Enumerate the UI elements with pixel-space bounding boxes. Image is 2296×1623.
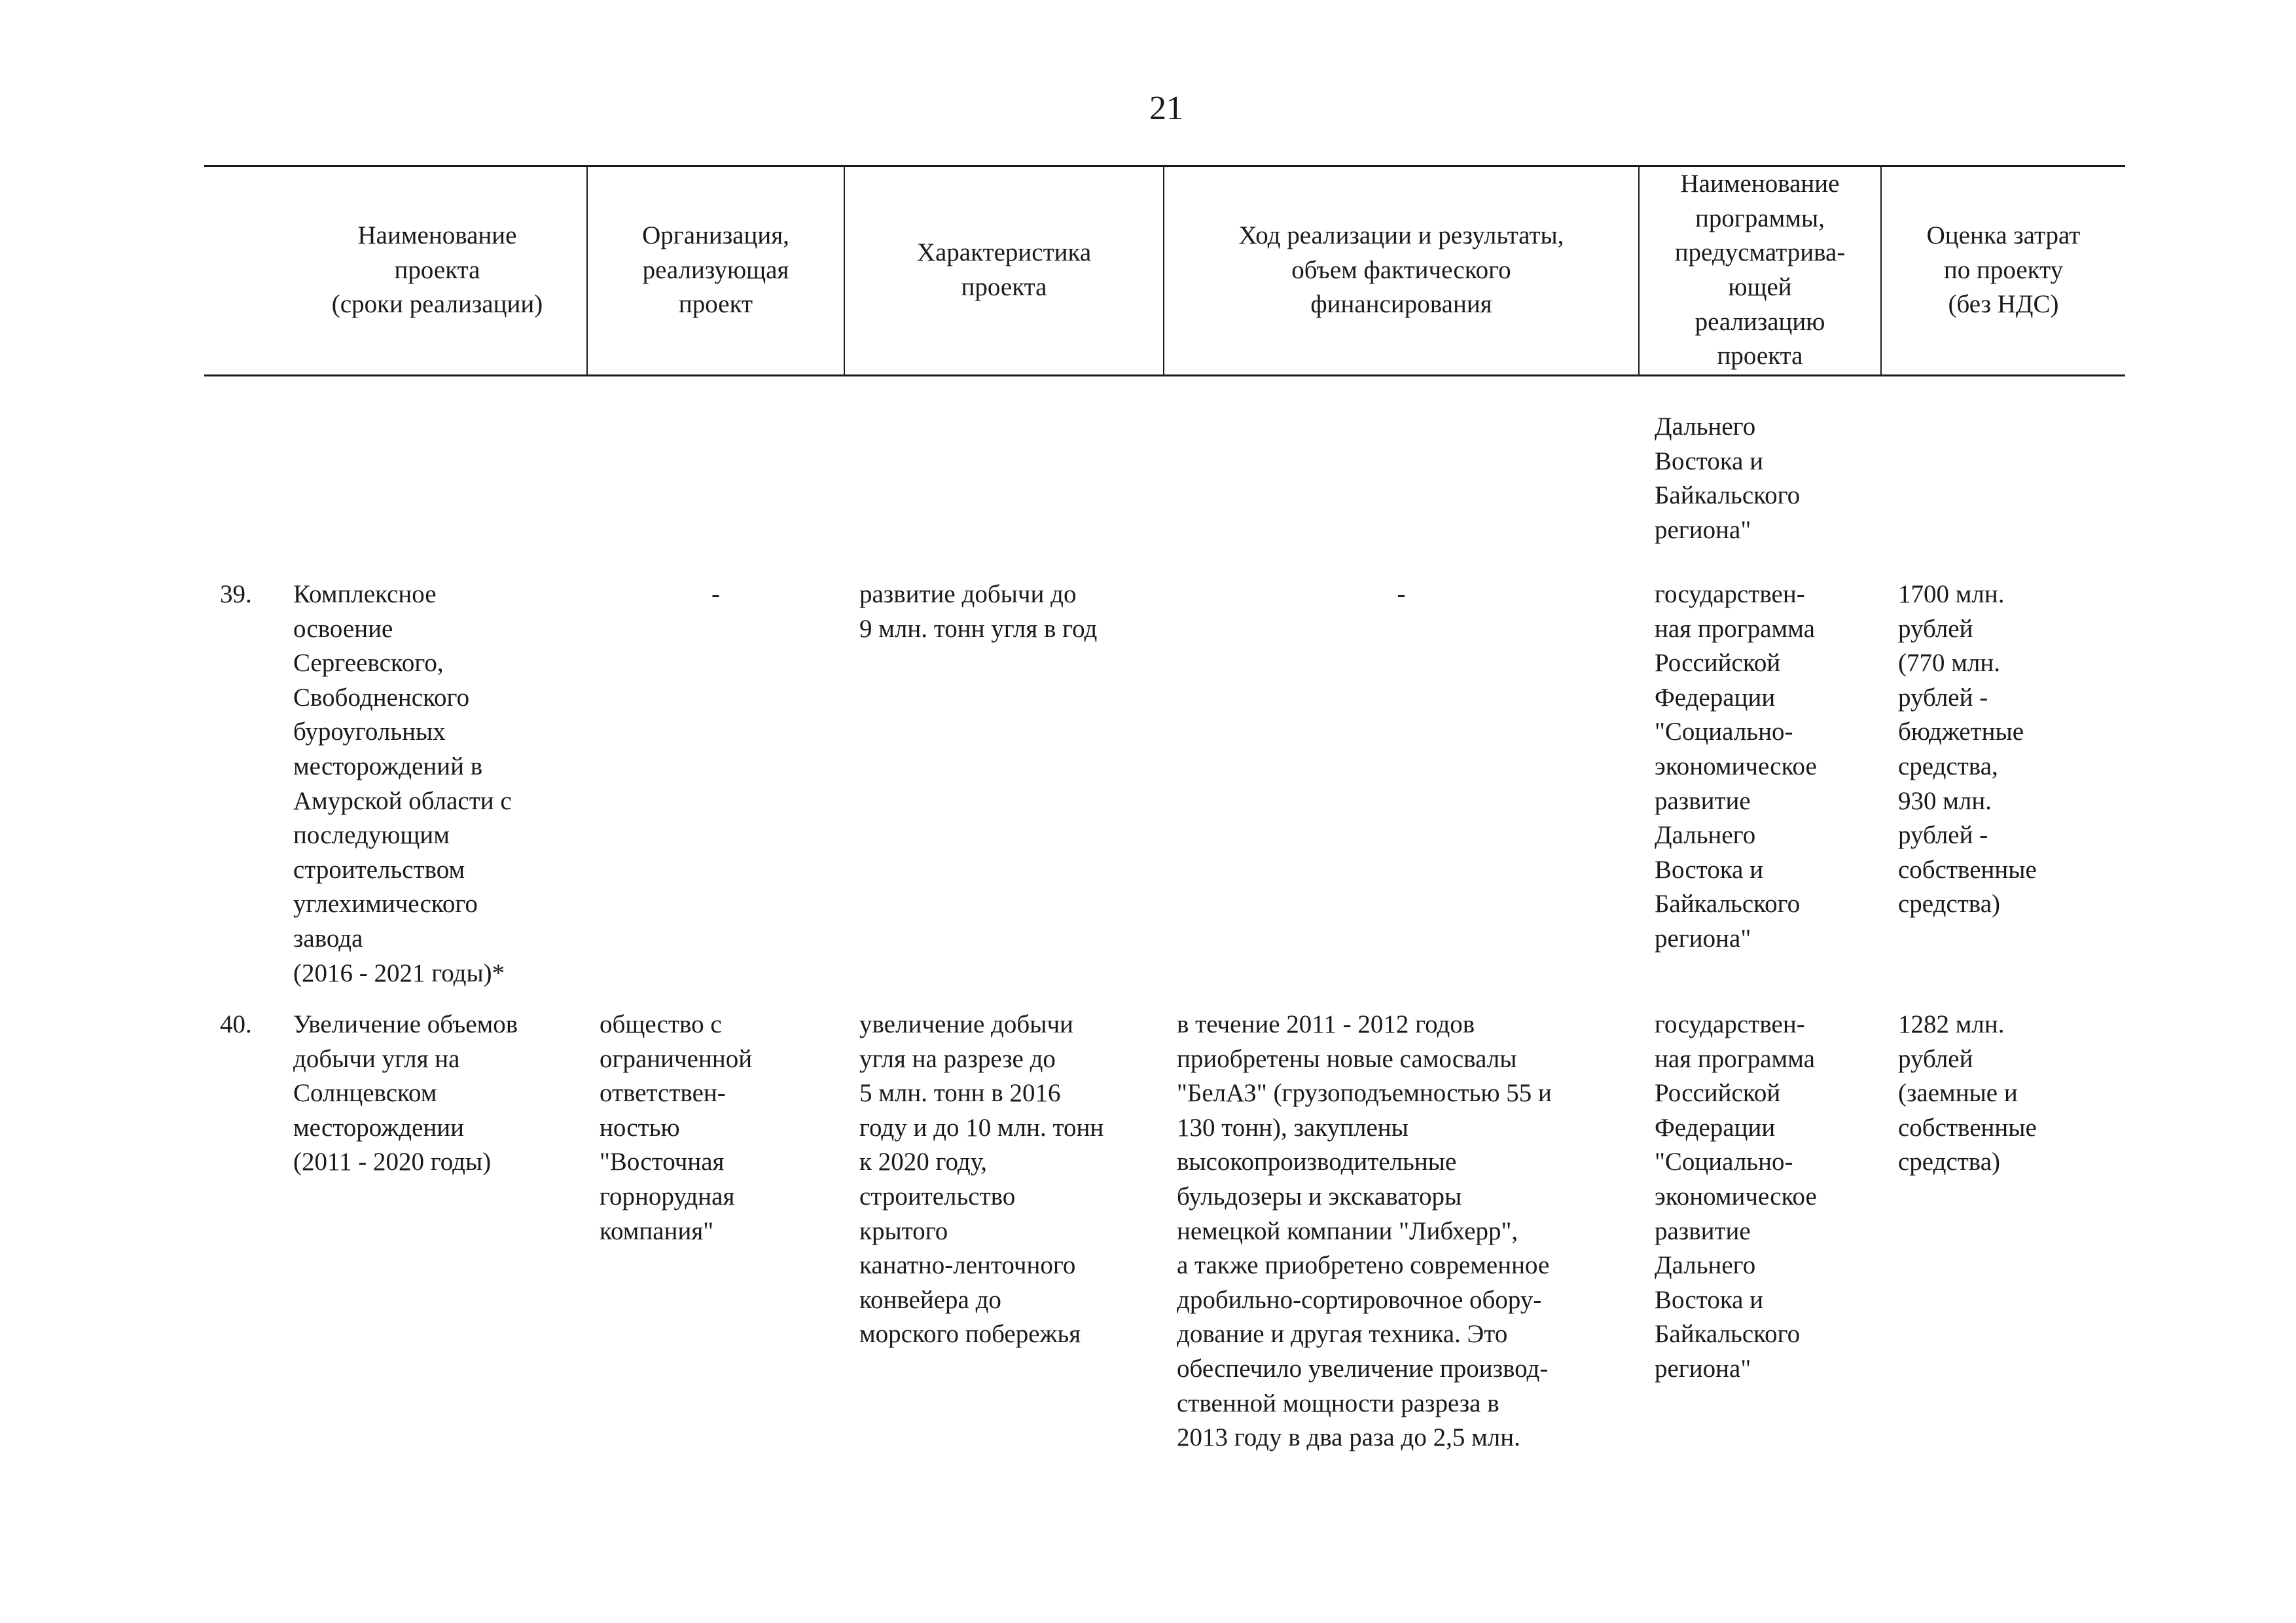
- row-39-program: государствен- ная программа Российской Федерации "Социально- экономическое развитие Дальнего Востока и Байкальского региона": [1655, 580, 1817, 953]
- row-39-characteristic: развитие добычи до 9 млн. тонн угля в год: [859, 580, 1098, 643]
- page-number: 21: [1149, 90, 1183, 127]
- row-39-number: 39.: [220, 580, 252, 608]
- header-project: Наименование проекта (сроки реализации): [331, 221, 543, 319]
- continuation-program: Дальнего Востока и Байкальского региона": [1655, 412, 1801, 544]
- row-40-progress: в течение 2011 - 2012 годов приобретены новые самосвалы "БелАЗ" (грузоподъемностью 55 и 130 тонн), закуплены высокопроизводительные бульдозеры и экскаваторы немецкой компании "Либхерр", а также приобретено современное дробильно-сортировочное обору- дование и другая техника. Это обеспечило увеличение производ- ственной мощности разреза в 2013 году в два раза до 2,5 млн.: [1177, 1010, 1552, 1452]
- header-organization: Организация, реализующая проект: [642, 221, 789, 319]
- row-39-cost: 1700 млн. рублей (770 млн. рублей - бюджетные средства, 930 млн. рублей - собственные средства): [1898, 580, 2037, 919]
- row-40-characteristic: увеличение добычи угля на разрезе до 5 млн. тонн в 2016 году и до 10 млн. тонн к 2020 году, строительство крытого канатно-ленточного конвейера до морского побережья: [859, 1010, 1104, 1349]
- row-40-cost: 1282 млн. рублей (заемные и собственные средства): [1898, 1010, 2037, 1176]
- header-cost: Оценка затрат по проекту (без НДС): [1926, 221, 2081, 319]
- row-39-project: Комплексное освоение Сергеевского, Свободненского буроугольных месторождений в Амурской области с последующим строительством углехимического завода (2016 - 2021 годы)*: [293, 580, 512, 987]
- header-progress: Ход реализации и результаты, объем фактического финансирования: [1238, 221, 1564, 319]
- row-40-number: 40.: [220, 1010, 252, 1038]
- row-39-progress: -: [1397, 580, 1406, 608]
- row-40-project: Увеличение объемов добычи угля на Солнцевском месторождении (2011 - 2020 годы): [293, 1010, 518, 1176]
- header-bottom-rule: [204, 374, 2125, 376]
- row-39-organization: -: [711, 580, 720, 608]
- header-program: Наименование программы, предусматрива- ющей реализацию проекта: [1674, 170, 1846, 371]
- row-40-organization: общество с ограниченной ответствен- ностью "Восточная горнорудная компания": [600, 1010, 753, 1245]
- header-characteristic: Характеристика проекта: [916, 238, 1092, 301]
- row-40-program: государствен- ная программа Российской Федерации "Социально- экономическое развитие Дальнего Востока и Байкальского региона": [1655, 1010, 1817, 1383]
